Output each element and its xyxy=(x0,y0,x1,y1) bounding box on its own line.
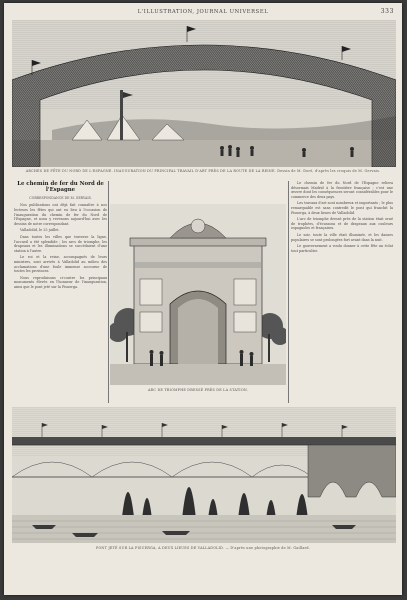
left-paragraph: Nous reproduisons ci-contre les principaux monuments élevés en l'honneur de l'inauguration, ainsi que le pont jeté sur la Pisuerga. xyxy=(14,275,107,289)
left-paragraph: Dans toutes les villes que traverse la ligne, l'accueil a été splendide ; les arcs de triomphe, les drapeaux et les illuminations se succédaient d'une station à l'autre. xyxy=(14,234,107,253)
engraving-triumphal-arch xyxy=(110,204,286,385)
caption-bottom-engraving: PONT JETÉ SUR LA PISUERGA, A DEUX LIEUES DE VALLADOLID. — D'après une photographie de M. Gaillard. xyxy=(95,546,311,550)
engraving-river-bridge xyxy=(12,407,396,543)
right-paragraph: Le chemin de fer du Nord de l'Espagne reliera désormais Madrid à la frontière française ; c'est une œuvre dont les conséquences seront considérables pour le commerce des deux pays. xyxy=(291,181,393,199)
right-paragraph: Le gouvernement a voulu donner à cette fête un éclat tout particulier. xyxy=(291,244,393,253)
column-rule-left xyxy=(108,181,109,403)
right-paragraph: L'arc de triomphe dressé près de la station était orné de trophées, d'écussons et de drapeaux aux couleurs espagnoles et françaises. xyxy=(291,217,393,231)
left-paragraph: Le roi et la reine, accompagnés de leurs ministres, sont arrivés à Valladolid au milieu des acclamations d'une foule immense accourue de toutes les provinces. xyxy=(14,255,107,274)
right-column xyxy=(291,181,393,403)
running-head xyxy=(4,7,402,17)
caption-middle-engraving: ARC DE TRIOMPHE DRESSÉ PRÈS DE LA STATION. xyxy=(147,388,249,392)
journal-title: L'ILLUSTRATION, JOURNAL UNIVERSEL xyxy=(137,9,269,15)
right-paragraph: Les travaux d'art sont nombreux et importants ; le plus remarquable est sans contredit le pont qui franchit la Pisuerga, à deux lieues de Valladolid. xyxy=(291,201,393,215)
left-paragraph: Nos publications ont déjà fait connaître à nos lecteurs les fêtes qui ont eu lieu à l'occasion de l'inauguration du chemin de fer du Nord de l'Espagne, et nous y revenons aujourd'hui avec les dessins de notre correspondant. xyxy=(14,203,107,226)
article-title: Le chemin de fer du Nord de l'Espagne xyxy=(17,181,104,194)
caption-top-engraving: ARCHES DE FÊTE DU NORD DE L'ESPAGNE. INAUGURATION DU PRINCIPAL TRAVAIL D'ART PRÈS DE LA ROUTE DE LA REINE. Dessin de M. Doré, d'après les croquis de M. Gervais. xyxy=(25,169,381,173)
left-column xyxy=(14,181,107,403)
newspaper-page xyxy=(4,3,402,595)
page-number: 333 xyxy=(380,8,394,15)
column-rule-right xyxy=(288,181,289,403)
engraving-arch-festival xyxy=(12,20,396,167)
right-paragraph: Le soir, toute la ville était illuminée, et les danses populaires se sont prolongées fort avant dans la nuit. xyxy=(291,232,393,242)
left-paragraph: Valladolid, le 25 juillet. xyxy=(20,228,60,233)
article-byline: CORRESPONDANCE DE M. GERVAIS. xyxy=(29,195,92,200)
